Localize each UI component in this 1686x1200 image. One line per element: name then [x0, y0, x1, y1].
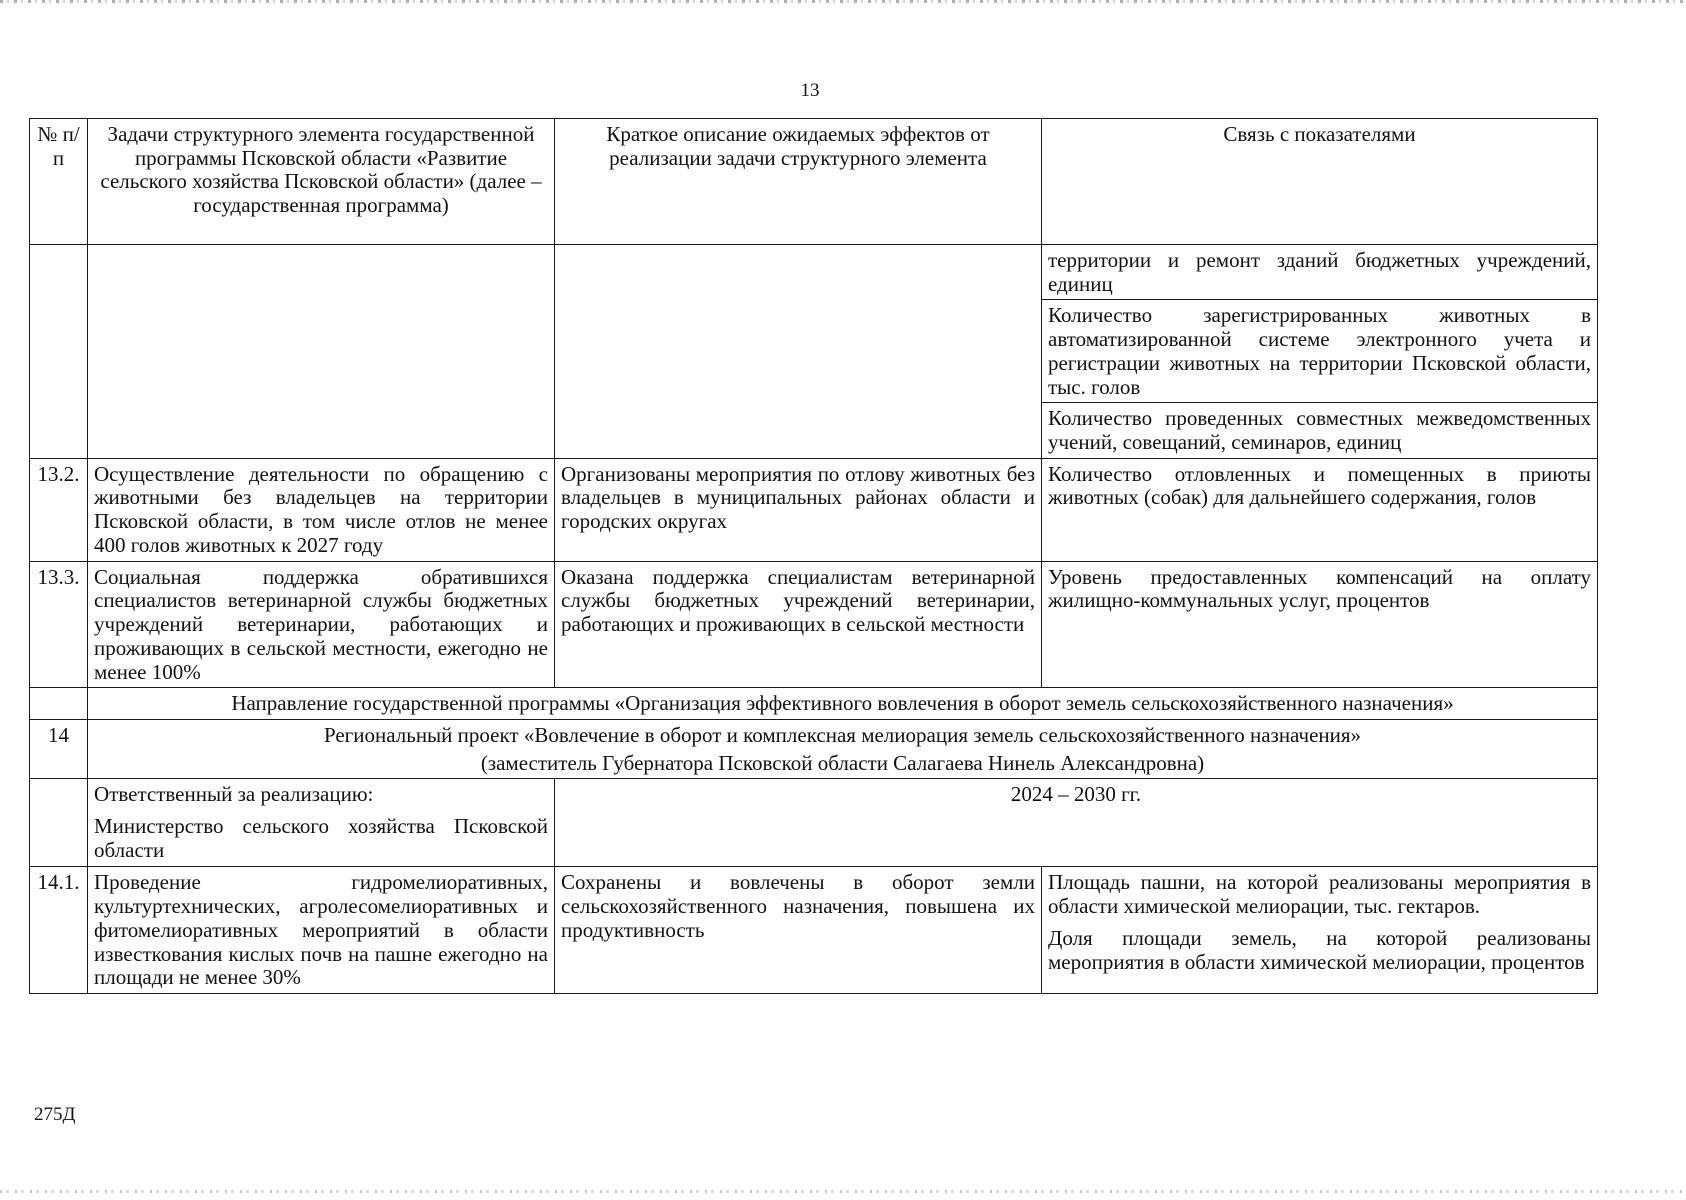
- indicator-item: Доля площади земель, на которой реализованы мероприятия в области химической мелиорации, процентов: [1048, 925, 1591, 974]
- responsible-number: [30, 779, 88, 867]
- table-row-continued: [30, 245, 1598, 459]
- responsible-name: Министерство сельского хозяйства Псковской области: [94, 814, 548, 862]
- scan-edge-bottom: [0, 1190, 1686, 1193]
- indicator-item: Площадь пашни, на которой реализованы мероприятия в области химической мелиорации, тыс. гектаров.: [1048, 870, 1591, 919]
- responsible-period: 2024 – 2030 гг.: [555, 779, 1598, 867]
- direction-number: [30, 688, 88, 720]
- row-number: 13.2.: [30, 458, 88, 561]
- project-curator: (заместитель Губернатора Псковской области Салагаева Нинель Александровна): [480, 750, 1205, 775]
- table-row-14-1: [30, 867, 1598, 994]
- table-row-responsible: [30, 779, 1598, 867]
- row-number: 14.1.: [30, 867, 88, 994]
- table-header-row: [30, 119, 1598, 245]
- row-number: 13.3.: [30, 561, 88, 688]
- project-number: 14: [30, 719, 88, 778]
- row-continued-indicators: [1042, 245, 1598, 459]
- row-effect: Организованы мероприятия по отлову животных без владельцев в муниципальных районах области и городских округах: [555, 458, 1042, 561]
- row-continued-effect: [555, 245, 1042, 459]
- document-code: 275Д: [34, 1104, 76, 1125]
- row-indicator: Количество отловленных и помещенных в приюты животных (собак) для дальнейшего содержания, голов: [1042, 458, 1598, 561]
- indicator-item: Количество зарегистрированных животных в автоматизированной системе электронного учета и регистрации животных на территории Псковской области, тыс. голов: [1042, 300, 1597, 403]
- table-row-13-2: [30, 458, 1598, 561]
- table-row-direction: [30, 688, 1598, 720]
- program-table: [29, 118, 1598, 994]
- header-effects: Краткое описание ожидаемых эффектов от реализации задачи структурного элемента: [555, 119, 1042, 245]
- responsible-cell: [88, 779, 555, 867]
- header-tasks: Задачи структурного элемента государственной программы Псковской области «Развитие сельского хозяйства Псковской области» (далее – государственная программа): [88, 119, 555, 245]
- row-continued-number: [30, 245, 88, 459]
- project-cell: [88, 719, 1598, 778]
- responsible-label: Ответственный за реализацию:: [94, 782, 374, 807]
- row-indicator: Уровень предоставленных компенсаций на оплату жилищно-коммунальных услуг, процентов: [1042, 561, 1598, 688]
- row-continued-task: [88, 245, 555, 459]
- row-effect: Оказана поддержка специалистам ветеринарной службы бюджетных учреждений ветеринарии, работающих и проживающих в сельской местности: [555, 561, 1042, 688]
- header-number: № п/п: [30, 119, 88, 245]
- page-number: 13: [800, 80, 820, 101]
- row-task: Социальная поддержка обратившихся специалистов ветеринарной службы бюджетных учреждений ветеринарии, работающих и проживающих в сельской местности, ежегодно не менее 100%: [88, 561, 555, 688]
- indicator-item: Количество проведенных совместных межведомственных учений, совещаний, семинаров, единиц: [1048, 406, 1591, 455]
- header-indicators: Связь с показателями: [1042, 119, 1598, 245]
- row-effect: Сохранены и вовлечены в оборот земли сельскохозяйственного назначения, повышена их продуктивность: [555, 867, 1042, 994]
- project-title: Региональный проект «Вовлечение в оборот и комплексная мелиорация земель сельскохозяйственного назначения»: [323, 722, 1362, 747]
- direction-title: Направление государственной программы «Организация эффективного вовлечения в оборот земель сельскохозяйственного назначения»: [88, 688, 1598, 720]
- scan-edge-top: [0, 0, 1686, 3]
- table-row-project: [30, 719, 1598, 778]
- row-indicators: [1042, 867, 1598, 994]
- table-row-13-3: [30, 561, 1598, 688]
- row-task: Проведение гидромелиоративных, культуртехнических, агролесомелиоративных и фитомелиоративных мероприятий в области известкования кислых почв на пашне ежегодно на площади не менее 30%: [88, 867, 555, 994]
- indicator-item: территории и ремонт зданий бюджетных учреждений, единиц: [1042, 245, 1597, 300]
- row-task: Осуществление деятельности по обращению с животными без владельцев на территории Псковской области, в том числе отлов не менее 400 голов животных к 2027 году: [88, 458, 555, 561]
